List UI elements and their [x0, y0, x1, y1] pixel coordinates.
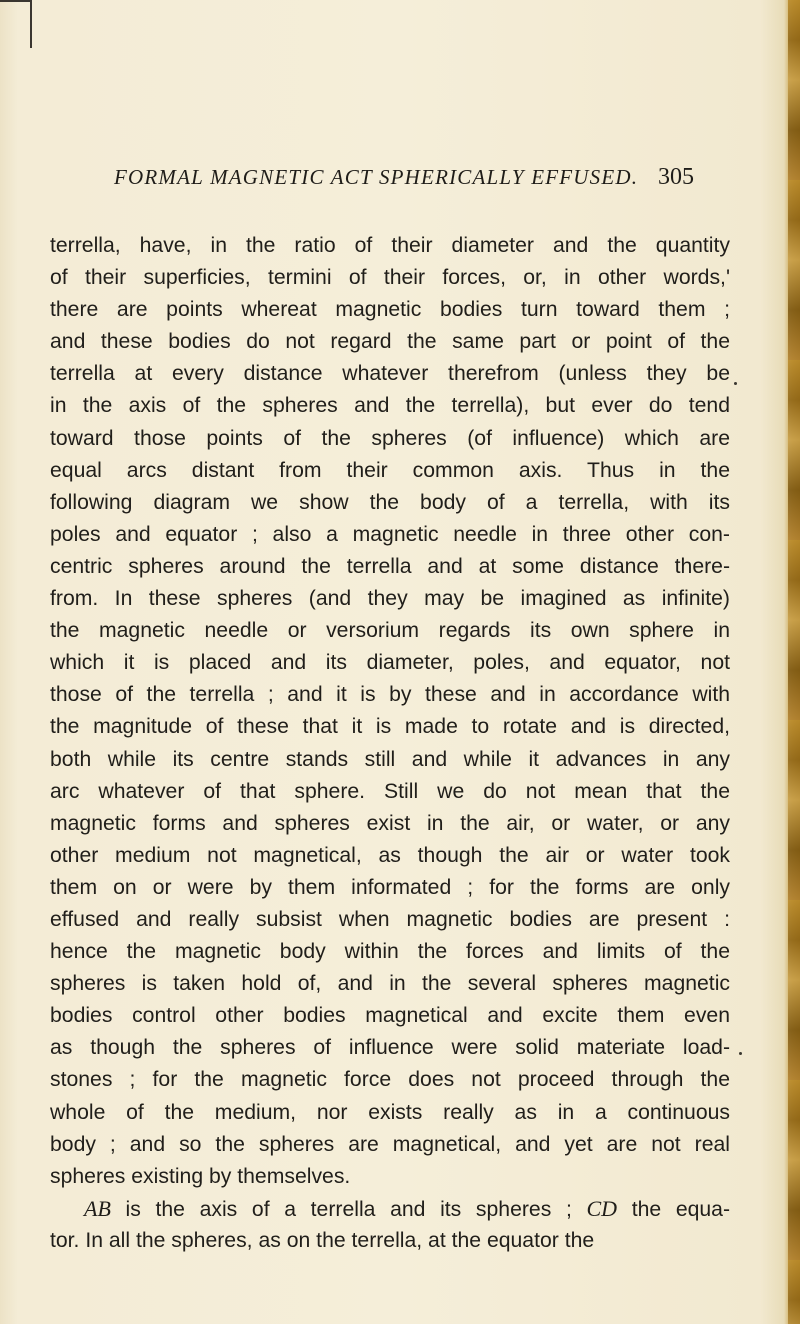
page-edge — [788, 0, 800, 1324]
text-line: spheres existing by themselves. — [50, 1164, 351, 1188]
text-line: bodies control other bodies magnetical and excite them even — [50, 1004, 730, 1028]
text-line: in the axis of the spheres and the terrella), but ever do tend — [50, 394, 730, 418]
paper-speck — [739, 1052, 742, 1055]
text-line: them on or were by them informated ; for the forms are only — [50, 875, 730, 899]
page-number: 305 — [658, 164, 694, 190]
text-line: equal arcs distant from their common axis. Thus in the — [50, 458, 730, 482]
text-line: and these bodies do not regard the same part or point of the — [50, 330, 730, 354]
text-line: body ; and so the spheres are magnetical, and yet are not real — [50, 1132, 730, 1156]
text-line: following diagram we show the body of a terrella, with its — [50, 490, 730, 514]
label-ab: AB — [84, 1195, 111, 1221]
text-line: terrella, have, in the ratio of their diameter and the quantity — [50, 234, 730, 257]
text-line: of their superficies, termini of their forces, or, in other words,' — [50, 266, 730, 290]
text-line: effused and really subsist when magnetic bodies are present : — [50, 907, 730, 931]
text-line: terrella at every distance whatever therefrom (unless they be — [50, 362, 730, 386]
text-line: poles and equator ; also a magnetic needle in three other con- — [50, 522, 730, 546]
text-line: whole of the medium, nor exists really as in a continuous — [50, 1100, 730, 1124]
text-line: centric spheres around the terrella and at some distance there- — [50, 554, 730, 578]
text-line: which it is placed and its diameter, poles, and equator, not — [50, 651, 730, 675]
text-line: from. In these spheres (and they may be imagined as infinite) — [50, 587, 730, 611]
text-line: tor. In all the spheres, as on the terrella, at the equator the — [50, 1228, 595, 1252]
label-cd: CD — [586, 1195, 618, 1221]
text-segment: is the axis of a terrella and its spheres ; — [110, 1197, 587, 1221]
text-line: magnetic forms and spheres exist in the air, or water, or any — [50, 811, 730, 835]
text-line: other medium not magnetical, as though the air or water took — [50, 843, 730, 867]
text-segment: the equa- — [617, 1197, 731, 1221]
text-line: arc whatever of that sphere. Still we do not mean that the — [50, 779, 730, 803]
text-line: those of the terrella ; and it is by these and in accordance with — [50, 683, 730, 707]
page-corner-mark — [0, 0, 32, 48]
text-line: spheres is taken hold of, and in the several spheres magnetic — [50, 972, 730, 996]
text-line: toward those points of the spheres (of influence) which are — [50, 426, 730, 450]
text-line: the magnitude of these that it is made to rotate and is directed, — [50, 715, 730, 739]
running-head-title: FORMAL MAGNETIC ACT SPHERICALLY EFFUSED. — [114, 165, 639, 189]
running-head — [114, 164, 694, 204]
text-line: there are points whereat magnetic bodies turn toward them ; — [50, 298, 730, 322]
text-line-paragraph-start — [50, 1193, 730, 1225]
text-line: as though the spheres of influence were solid materiate load- — [50, 1036, 730, 1060]
text-line: both while its centre stands still and while it advances in any — [50, 747, 730, 771]
text-line: the magnetic needle or versorium regards its own sphere in — [50, 619, 730, 643]
body-text — [50, 230, 730, 1257]
text-line: hence the magnetic body within the forces and limits of the — [50, 940, 730, 964]
paper-speck — [734, 382, 737, 385]
text-line: stones ; for the magnetic force does not proceed through the — [50, 1068, 730, 1092]
